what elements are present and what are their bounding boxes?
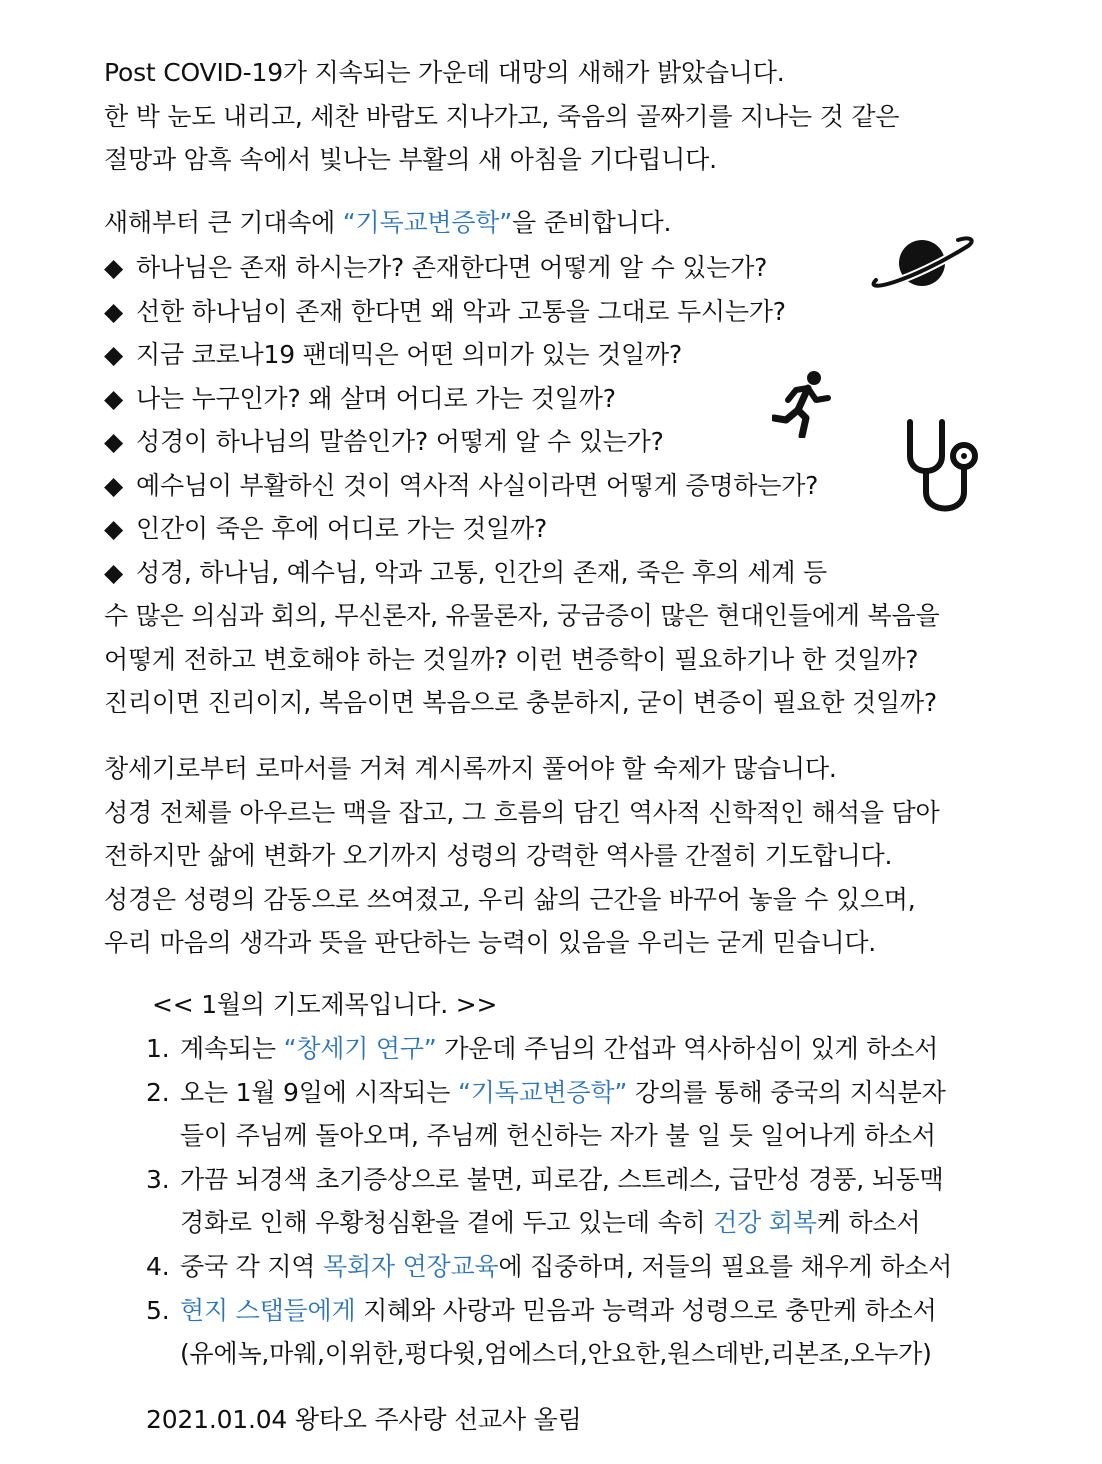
item-highlight: 건강 회복 xyxy=(713,1208,817,1237)
question-text: 성경이 하나님의 말씀인가? 어떻게 알 수 있는가? xyxy=(136,427,664,456)
runner-icon xyxy=(772,370,838,438)
apologetics-tail-2: 어떻게 전하고 변호해야 하는 것일까? 이런 변증학이 필요하기나 한 것일까? xyxy=(104,645,919,674)
bible-paragraph-line: 창세기로부터 로마서를 거쳐 계시록까지 풀어야 할 숙제가 많습니다. xyxy=(104,754,837,783)
diamond-bullet-icon: ◆ xyxy=(104,558,124,587)
item-text: 강의를 통해 중국의 지식분자 xyxy=(627,1078,946,1107)
question-bullet xyxy=(104,337,682,373)
question-bullet xyxy=(104,424,664,460)
bible-paragraph-line: 전하지만 삶에 변화가 오기까지 성령의 강력한 역사를 간절히 기도합니다. xyxy=(104,841,893,870)
intro-line-1: Post COVID-19가 지속되는 가운데 대망의 새해가 밝았습니다. xyxy=(104,58,785,87)
diamond-bullet-icon: ◆ xyxy=(104,340,124,369)
item-text: 가끔 뇌경색 초기증상으로 불면, 피로감, 스트레스, 급만성 경풍, 뇌동맥 xyxy=(180,1165,944,1194)
diamond-bullet-icon: ◆ xyxy=(104,427,124,456)
question-bullet xyxy=(104,381,616,417)
prayer-item-5-cont: (유에녹,마웨,이위한,펑다윗,엄에스더,안요한,원스데반,리본조,오누가) xyxy=(180,1339,932,1368)
bible-paragraph-line: 성경 전체를 아우르는 맥을 잡고, 그 흐름의 담긴 역사적 신학적인 해석을 담아 xyxy=(104,798,940,827)
lead-text-post: 을 준비합니다. xyxy=(512,208,672,237)
apologetics-lead xyxy=(104,205,671,241)
item-text: 오는 1월 9일에 시작되는 xyxy=(180,1078,458,1107)
question-text: 성경, 하나님, 예수님, 악과 고통, 인간의 존재, 죽은 후의 세계 등 xyxy=(136,558,828,587)
lead-text-pre: 새해부터 큰 기대속에 xyxy=(104,208,343,237)
intro-line-2: 한 박 눈도 내리고, 세찬 바람도 지나가고, 죽음의 골짜기를 지나는 것 같은 xyxy=(104,102,900,131)
item-number: 4. xyxy=(146,1252,170,1281)
prayer-item-4 xyxy=(146,1249,952,1285)
question-text: 선한 하나님이 존재 한다면 왜 악과 고통을 그대로 두시는가? xyxy=(136,297,786,326)
item-text: 케 하소서 xyxy=(816,1208,921,1237)
item-highlight: “기독교변증학” xyxy=(457,1078,628,1107)
item-number: 3. xyxy=(146,1165,170,1194)
item-number: 5. xyxy=(146,1296,170,1325)
item-text: 계속되는 xyxy=(180,1034,284,1063)
item-text: 경화로 인해 우황청심환을 곁에 두고 있는데 속히 xyxy=(180,1208,714,1237)
item-text: 가운데 주님의 간섭과 역사하심이 있게 하소서 xyxy=(436,1034,939,1063)
question-text: 나는 누구인가? 왜 살며 어디로 가는 것일까? xyxy=(136,384,616,413)
question-bullet xyxy=(104,555,827,591)
question-bullet xyxy=(104,294,786,330)
question-text: 지금 코로나19 팬데믹은 어떤 의미가 있는 것일까? xyxy=(136,340,683,369)
item-text: 지혜와 사랑과 믿음과 능력과 성령으로 충만케 하소서 xyxy=(355,1296,937,1325)
signature: 2021.01.04 왕타오 주사랑 선교사 올림 xyxy=(146,1405,582,1434)
prayer-item-1 xyxy=(146,1031,938,1067)
diamond-bullet-icon: ◆ xyxy=(104,253,124,282)
item-highlight: 현지 스탭들에게 xyxy=(180,1296,356,1325)
question-bullet xyxy=(104,250,767,286)
planet-icon xyxy=(870,232,974,294)
prayer-item-3 xyxy=(146,1162,944,1198)
item-number: 2. xyxy=(146,1078,170,1107)
bible-paragraph-line: 우리 마음의 생각과 뜻을 판단하는 능력이 있음을 우리는 굳게 믿습니다. xyxy=(104,928,877,957)
item-text: 중국 각 지역 xyxy=(180,1252,323,1281)
diamond-bullet-icon: ◆ xyxy=(104,384,124,413)
item-number: 1. xyxy=(146,1034,170,1063)
diamond-bullet-icon: ◆ xyxy=(104,514,124,543)
bible-paragraph-line: 성경은 성령의 감동으로 쓰여졌고, 우리 삶의 근간을 바꾸어 놓을 수 있으며, xyxy=(104,885,916,914)
prayer-item-5 xyxy=(146,1293,937,1329)
question-bullet xyxy=(104,468,818,504)
apologetics-tail-3: 진리이면 진리이지, 복음이면 복음으로 충분하지, 굳이 변증이 필요한 것일까? xyxy=(104,688,937,717)
intro-line-3: 절망과 암흑 속에서 빛나는 부활의 새 아침을 기다립니다. xyxy=(104,145,717,174)
question-text: 예수님이 부활하신 것이 역사적 사실이라면 어떻게 증명하는가? xyxy=(136,471,819,500)
lead-highlight: “기독교변증학” xyxy=(342,208,513,237)
prayer-item-2 xyxy=(146,1075,946,1111)
diamond-bullet-icon: ◆ xyxy=(104,297,124,326)
item-highlight: “창세기 연구” xyxy=(283,1034,437,1063)
question-text: 인간이 죽은 후에 어디로 가는 것일까? xyxy=(136,514,548,543)
prayer-item-2-cont: 들이 주님께 돌아오며, 주님께 헌신하는 자가 불 일 듯 일어나게 하소서 xyxy=(180,1121,936,1150)
stethoscope-icon xyxy=(902,416,982,518)
apologetics-tail-1: 수 많은 의심과 회의, 무신론자, 유물론자, 궁금증이 많은 현대인들에게 복음을 xyxy=(104,601,940,630)
question-bullet xyxy=(104,511,547,547)
item-highlight: 목회자 연장교육 xyxy=(323,1252,499,1281)
question-text: 하나님은 존재 하시는가? 존재한다면 어떻게 알 수 있는가? xyxy=(136,253,768,282)
diamond-bullet-icon: ◆ xyxy=(104,471,124,500)
prayer-title: << 1월의 기도제목입니다. >> xyxy=(152,990,498,1019)
prayer-item-3-cont xyxy=(180,1205,920,1241)
item-text: 에 집중하며, 저들의 필요를 채우게 하소서 xyxy=(498,1252,953,1281)
